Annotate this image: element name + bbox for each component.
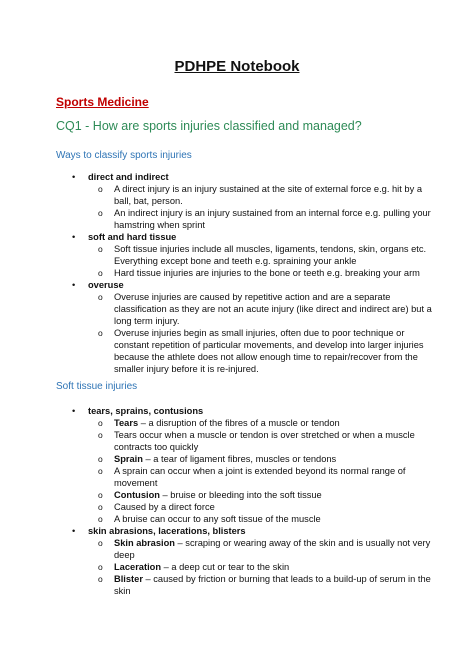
list-item bbox=[72, 489, 432, 501]
list-item: o Overuse injuries begin as small injuries, often due to poor technique or constant repetition of particular movements, and develop into larger injuries because the athlete does not allow enough time to repair/recover from the smaller injury before it is re-injured. bbox=[72, 327, 432, 375]
list-item bbox=[72, 429, 432, 453]
bullet-overuse: • overuse bbox=[72, 279, 432, 291]
definition: Caused by a direct force bbox=[114, 502, 215, 512]
subheading-soft-tissue: Soft tissue injuries bbox=[56, 381, 138, 392]
definition: – a deep cut or tear to the skin bbox=[161, 562, 290, 572]
list-item: o Overuse injuries are caused by repetitive action and are a separate classification as they are not an acute injury (like direct and indirect are) but a long term injury. bbox=[72, 291, 432, 327]
list-item bbox=[72, 561, 432, 573]
page-title: PDHPE Notebook bbox=[174, 58, 300, 75]
term: Skin abrasion bbox=[114, 538, 175, 548]
list-item bbox=[72, 501, 432, 513]
bullet-direct: • direct and indirect bbox=[72, 171, 432, 183]
classify-list bbox=[72, 171, 432, 375]
list-item: o Hard tissue injuries are injuries to the bone or teeth e.g. breaking your arm bbox=[72, 267, 432, 279]
term: Contusion bbox=[114, 490, 160, 500]
list-item: o A direct injury is an injury sustained at the site of external force e.g. hit by a ball, bat, person. bbox=[72, 183, 432, 207]
bullet-skin: • skin abrasions, lacerations, blisters bbox=[72, 525, 432, 537]
definition: – a tear of ligament fibres, muscles or tendons bbox=[142, 454, 337, 464]
list-item: o An indirect injury is an injury sustained from an internal force e.g. pulling your hamstring when sprint bbox=[72, 207, 432, 231]
list-item bbox=[72, 453, 432, 465]
definition: A bruise can occur to any soft tissue of the muscle bbox=[114, 514, 321, 524]
term: Laceration bbox=[114, 562, 162, 572]
definition: Tears occur when a muscle or tendon is over stretched or when a muscle contracts too quickly bbox=[114, 430, 415, 452]
term: Sprain bbox=[114, 454, 143, 464]
subheading-classify: Ways to classify sports injuries bbox=[56, 150, 192, 161]
soft-tissue-list bbox=[72, 405, 432, 597]
bullet-tears: • tears, sprains, contusions bbox=[72, 405, 432, 417]
question-heading: CQ1 - How are sports injuries classified and managed? bbox=[56, 119, 362, 133]
bullet-soft-hard: • soft and hard tissue bbox=[72, 231, 432, 243]
term: Tears bbox=[114, 418, 139, 428]
list-item: o Soft tissue injuries include all muscles, ligaments, tendons, skin, organs etc. Everything except bone and teeth e.g. spraining your ankle bbox=[72, 243, 432, 267]
definition: – caused by friction or burning that leads to a build-up of serum in the skin bbox=[114, 574, 431, 596]
list-item bbox=[72, 513, 432, 525]
section-heading: Sports Medicine bbox=[56, 95, 149, 109]
definition: – scraping or wearing away of the skin and is usually not very deep bbox=[114, 538, 431, 560]
definition: – bruise or bleeding into the soft tissue bbox=[159, 490, 322, 500]
list-item bbox=[72, 465, 432, 489]
list-item bbox=[72, 573, 432, 597]
list-item bbox=[72, 417, 432, 429]
term: Blister bbox=[114, 574, 143, 584]
list-item bbox=[72, 537, 432, 561]
definition: A sprain can occur when a joint is extended beyond its normal range of movement bbox=[114, 466, 406, 488]
definition: – a disruption of the fibres of a muscle or tendon bbox=[138, 418, 340, 428]
